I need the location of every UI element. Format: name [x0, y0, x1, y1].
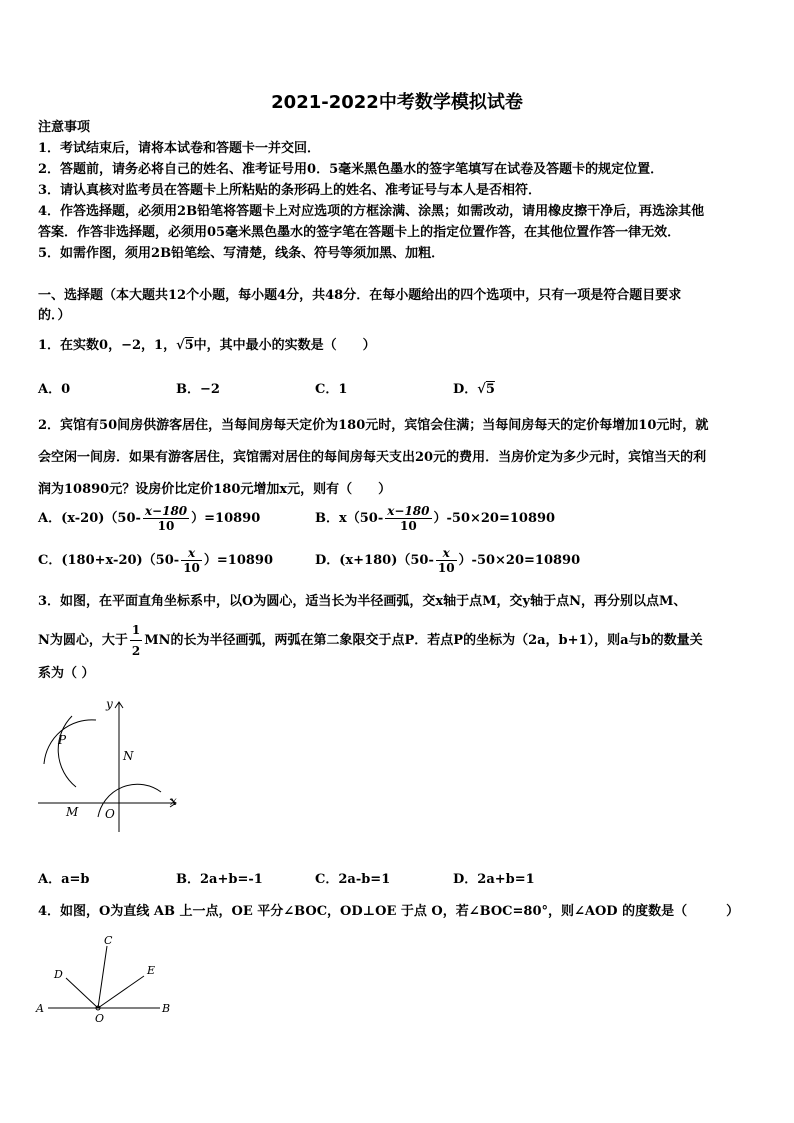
q2-c-pre: C．(180+x-20)（50-	[38, 553, 180, 568]
label-m: M	[66, 805, 79, 819]
q2-a-pre: A．(x-20)（50-	[38, 511, 141, 526]
notice-item: 1．考试结束后，请将本试卷和答题卡一并交回．	[38, 141, 321, 156]
q2-c-post: ）=10890	[203, 553, 274, 568]
sqrt-symbol: √	[176, 338, 185, 353]
q1-option-b[interactable]: B．−2	[176, 382, 220, 397]
q1-option-d[interactable]	[453, 380, 495, 400]
label-b: B	[162, 1002, 171, 1015]
q2-option-d[interactable]	[315, 546, 580, 575]
section-heading-cont: 的．）	[38, 308, 71, 323]
q3-option-d[interactable]: D．2a+b=1	[453, 872, 535, 887]
question-4-stem: 4．如图，O为直线 AB 上一点，OE 平分∠BOC，OD⊥OE 于点 O，若∠BOC=80°，则∠AOD 的度数是（ ）	[38, 904, 740, 919]
label-c: C	[104, 934, 113, 947]
label-a: A	[36, 1002, 44, 1015]
q1-stem-part: 中，其中最小的实数是（ ）	[193, 338, 376, 353]
notice-item: 2．答题前，请务必将自己的姓名、准考证号用0．5毫米黑色墨水的签字笔填写在试卷及答题卡的规定位置．	[38, 162, 664, 177]
q1-sqrt-value: 5	[184, 338, 194, 353]
q2-b-pre: B．x（50-	[315, 511, 384, 526]
notice-item: 5．如需作图，须用2B铅笔绘、写清楚，线条、符号等须加黑、加粗．	[38, 246, 445, 261]
q2-a-post: ）=10890	[191, 511, 261, 526]
label-o: O	[95, 1012, 105, 1025]
fraction-numerator: x	[436, 546, 457, 561]
label-y: y	[106, 697, 113, 711]
fraction-numerator: x	[181, 546, 202, 561]
fraction-numerator: 1	[130, 620, 142, 641]
fraction-numerator: x−180	[387, 504, 430, 518]
fraction-numerator: x−180	[144, 504, 188, 518]
q3-option-c[interactable]: C．2a-b=1	[315, 872, 391, 887]
label-x: x	[170, 794, 177, 808]
q1-option-d-value: 5	[485, 382, 495, 397]
label-o: O	[105, 807, 115, 821]
q2-d-post: ）-50×20=10890	[458, 553, 581, 568]
q2-option-b[interactable]	[315, 504, 555, 533]
fraction	[436, 546, 457, 575]
q3-line2-part: N为圆心，大于	[38, 633, 128, 648]
ray-oc	[98, 946, 107, 1008]
label-d: D	[54, 968, 63, 981]
notice-item: 4．作答选择题，必须用2B铅笔将答题卡上对应选项的方框涂满、涂黑；如需改动，请用橡皮擦干净后，再选涂其他	[38, 204, 705, 219]
notice-item: 答案．作答非选择题，必须用05毫米黑色墨水的签字笔在答题卡上的指定位置作答，在其他位置作答一律无效．	[38, 225, 681, 240]
fraction-one-half	[130, 620, 142, 661]
fraction-denominator: 10	[183, 561, 200, 575]
q1-stem-part: 1．在实数0，−2，1，	[38, 338, 177, 353]
label-e: E	[147, 964, 156, 977]
q2-b-post: ）-50×20=10890	[433, 511, 556, 526]
fraction-denominator: 2	[131, 644, 141, 658]
notice-item: 3．请认真核对监考员在答题卡上所粘贴的条形码上的姓名、准考证号与本人是否相符．	[38, 183, 542, 198]
ray-od	[66, 978, 98, 1008]
label-n: N	[123, 749, 134, 763]
question-2-stem-cont: 会空闲一间房．如果有游客居住，宾馆需对居住的每间房每天支出20元的费用．当房价定为多少元时，宾馆当天的利	[38, 450, 707, 465]
q1-option-d-label: D．	[453, 382, 478, 397]
q2-option-a[interactable]	[38, 504, 260, 533]
q3-line2-part: MN的长为半径画弧，两弧在第二象限交于点P．若点P的坐标为（2a，b+1），则a与b的数量关	[144, 633, 703, 648]
q3-option-b[interactable]: B．2a+b=-1	[176, 872, 263, 887]
label-p: P	[58, 733, 67, 747]
fraction-denominator: 10	[400, 519, 417, 533]
q2-d-pre: D．(x+180)（50-	[315, 553, 434, 568]
ray-oe	[98, 976, 144, 1008]
q4-angle-figure	[34, 930, 184, 1025]
q3-option-a[interactable]: A．a=b	[38, 872, 90, 887]
q2-option-c[interactable]	[38, 546, 273, 575]
question-2-stem-cont: 润为10890元？设房价比定价180元增加x元，则有（ ）	[38, 482, 392, 497]
fraction	[181, 546, 202, 575]
fraction	[385, 504, 431, 533]
arc-from-m	[44, 720, 96, 764]
question-3-stem-cont	[38, 620, 703, 661]
q3-coordinate-figure	[36, 692, 186, 832]
question-3-stem: 3．如图，在平面直角坐标系中，以O为圆心，适当长为半径画弧，交x轴于点M，交y轴于点N，再分别以点M、	[38, 594, 687, 609]
notice-heading: 注意事项	[38, 120, 91, 135]
question-1-stem	[38, 336, 376, 356]
paper-title: 2021-2022中考数学模拟试卷	[271, 92, 523, 113]
fraction-denominator: 10	[157, 519, 175, 533]
fraction	[143, 504, 189, 533]
section-heading: 一、选择题（本大题共12个小题，每小题4分，共48分．在每小题给出的四个选项中，只有一项是符合题目要求	[38, 288, 682, 303]
question-3-stem-cont: 系为（ ）	[38, 666, 95, 681]
fraction-denominator: 10	[437, 561, 455, 575]
q1-option-a[interactable]: A．0	[38, 382, 71, 397]
question-2-stem: 2．宾馆有50间房供游客居住，当每间房每天定价为180元时，宾馆会住满；当每间房每天的定价每增加10元时，就	[38, 418, 709, 433]
sqrt-symbol: √	[477, 382, 486, 397]
q1-option-c[interactable]: C．1	[315, 382, 348, 397]
